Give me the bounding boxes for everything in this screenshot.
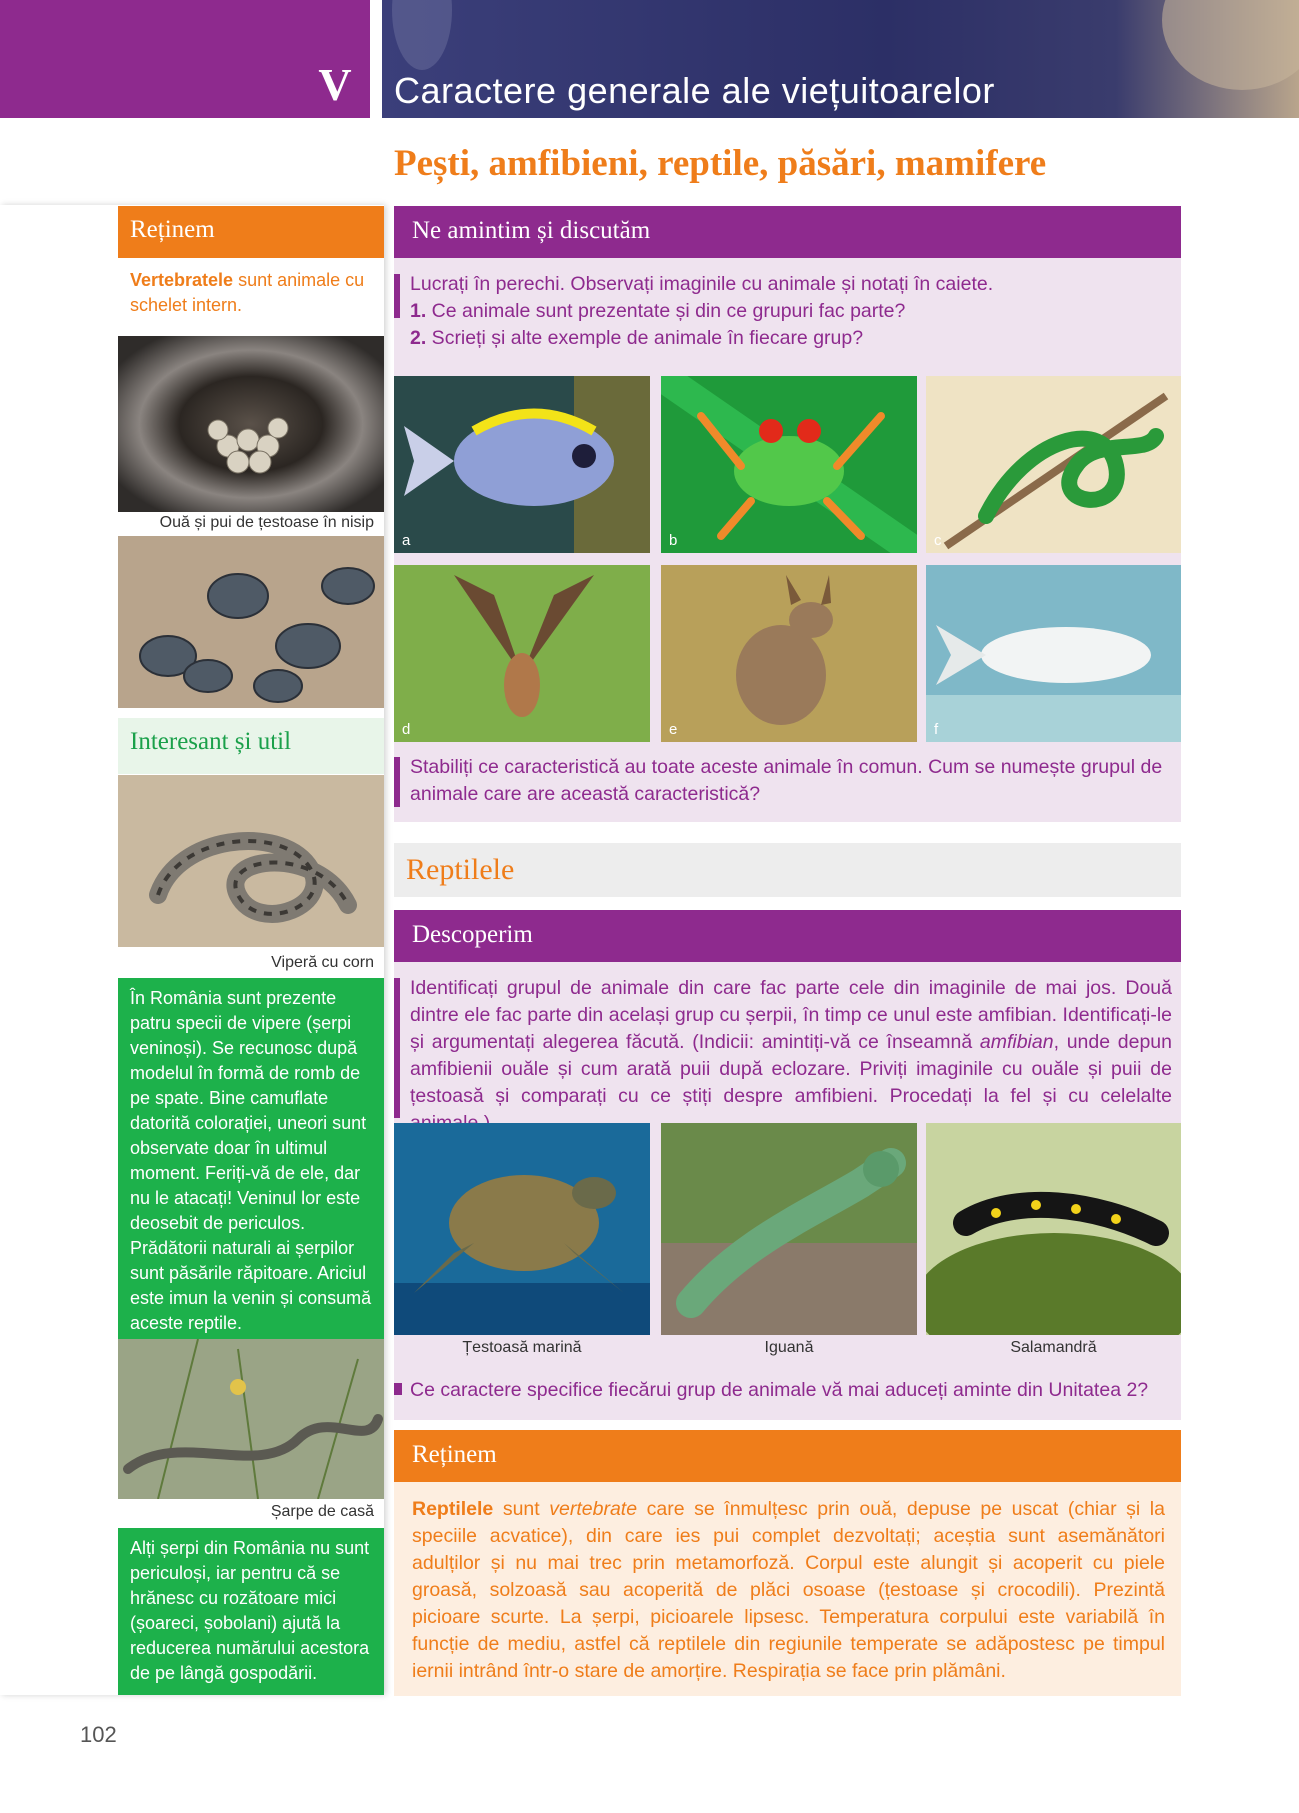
amintim-question-1: 1. Ce animale sunt prezentate și din ce grupuri fac parte? [410,300,906,322]
caption-viper: Viperă cu corn [271,954,374,971]
photo-salamander [926,1123,1181,1335]
retinem-definition: sunt animale cu schelet intern. [130,270,365,315]
amintim-heading: Ne amintim și discutăm [394,206,1181,258]
viper-info-box: În România sunt prezente patru specii de vipere (șerpi veninoși). Se recunosc după modelul în formă de romb de pe spate. Bine camuflate datorită colorației, uneori sunt observate doar în ultimul moment. Feriți-vă de ele, dar nu le atacați! Veninul lor este deosebit de periculos. Prădătorii naturali ai șerpilor sunt păsările răpitoare. Ariciul este imun la venin și consumă aceste reptile. [118,978,384,1339]
amintim-accent-bar [394,274,400,318]
photo-baby-turtles [118,536,384,708]
label-b: b [669,532,678,549]
amintim-instructions [410,271,1170,352]
question-accent-bar [394,757,400,807]
sidebar-retinem-text [130,268,375,318]
photo-beluga [926,565,1181,742]
amintim-question-box [394,742,1181,822]
reptile-heading: Reptilele [394,843,1181,897]
label-f: f [934,721,939,738]
lesson-title: Pești, amfibieni, reptile, păsări, mamifere [394,143,1047,184]
sidebar-interesant-heading: Interesant și util [118,718,384,774]
caption-salamander: Salamandră [1010,1339,1097,1356]
retinem-term: Vertebratele [130,270,234,290]
unit-title: Caractere generale ale viețuitoarelor [394,70,995,111]
retinem-main-heading: Reținem [394,1430,1181,1482]
caption-iguana: Iguană [764,1339,814,1356]
snake-info-box: Alți șerpi din România nu sunt periculoși, iar pentru că se hrănesc cu rozătoare mici (șoareci, șobolani) ajută la reducerea numărului acestora de pe lângă gospodării. [118,1528,384,1695]
sidebar-retinem-heading: Reținem [118,206,384,258]
retinem-main-text: Reptilele sunt vertebrate care se înmulțesc prin ouă, depuse pe uscat (chiar și la speciile acvatice), din care ies pui complet dezvoltați; aceștia sunt asemănători adulților și nu mai trec prin metamorfoză. Corpul este alungit și acoperit cu piele groasă, solzoasă sau acoperită de plăci osoase (țestoase și crocodili). Prezintă picioare scurte. La șerpi, picioarele lipsesc. Temperatura corpului este variabilă în funcție de mediu, astfel că reptilele din regiunile temperate se adăpostesc pe timpul iernii intrând într-o stare de amorțire. Respirația se face prin plămâni. [394,1482,1181,1696]
label-d: d [402,721,411,738]
descoperim-heading: Descoperim [394,910,1181,962]
photo-green-snake [926,376,1181,553]
label-e: e [669,721,678,738]
photo-iguana [661,1123,917,1335]
photo-viper [118,775,384,947]
photo-kestrel [394,565,650,742]
amintim-question-2: 2. Scrieți și alte exemple de animale în fiecare grup? [410,327,864,349]
photo-wallaby [661,565,917,742]
descoperim-question-bullet [394,1383,402,1395]
caption-turtle-eggs: Ouă și pui de țestoase în nisip [159,514,374,531]
descoperim-text: Identificați grupul de animale din care fac parte cele din imaginile de mai jos. Două dintre ele fac parte din același grup cu șerpii, în timp ce unul este amfibian. Identificați-le și argumentați alegerea făcută. (Indicii: amintiți-vă ce înseamnă amfibian, unde depun amfibienii ouăle și cum arată puii după eclozare. Priviți imaginile cu ouăle și puii de țestoasă și comparați cu ce știți despre amfibieni. Procedați la fel și cu celelalte [410,977,1172,1107]
label-c: c [934,532,942,549]
caption-sea-turtle: Țestoasă marină [462,1339,582,1356]
caption-grass-snake: Șarpe de casă [270,1503,374,1520]
photo-fish [394,376,650,553]
descoperim-accent-bar [394,978,400,1118]
photo-frog [661,376,917,553]
unit-number: V [318,59,352,110]
page-number: 102 [80,1722,117,1747]
label-a: a [402,532,411,549]
descoperim-question: Ce caractere specifice fiecărui grup de animale vă mai aduceți aminte din Unitatea 2? [410,1379,1149,1401]
photo-grass-snake [118,1339,384,1499]
amintim-intro: Lucrați în perechi. Observați imaginile cu animale și notați în caiete. [410,273,994,295]
amintim-question: Stabiliți ce caracteristică au toate aceste animale în comun. Cum se numește grupul de animale care are această caracteristică? [410,756,1163,805]
photo-sea-turtle [394,1123,650,1335]
photo-turtle-eggs [118,336,384,512]
